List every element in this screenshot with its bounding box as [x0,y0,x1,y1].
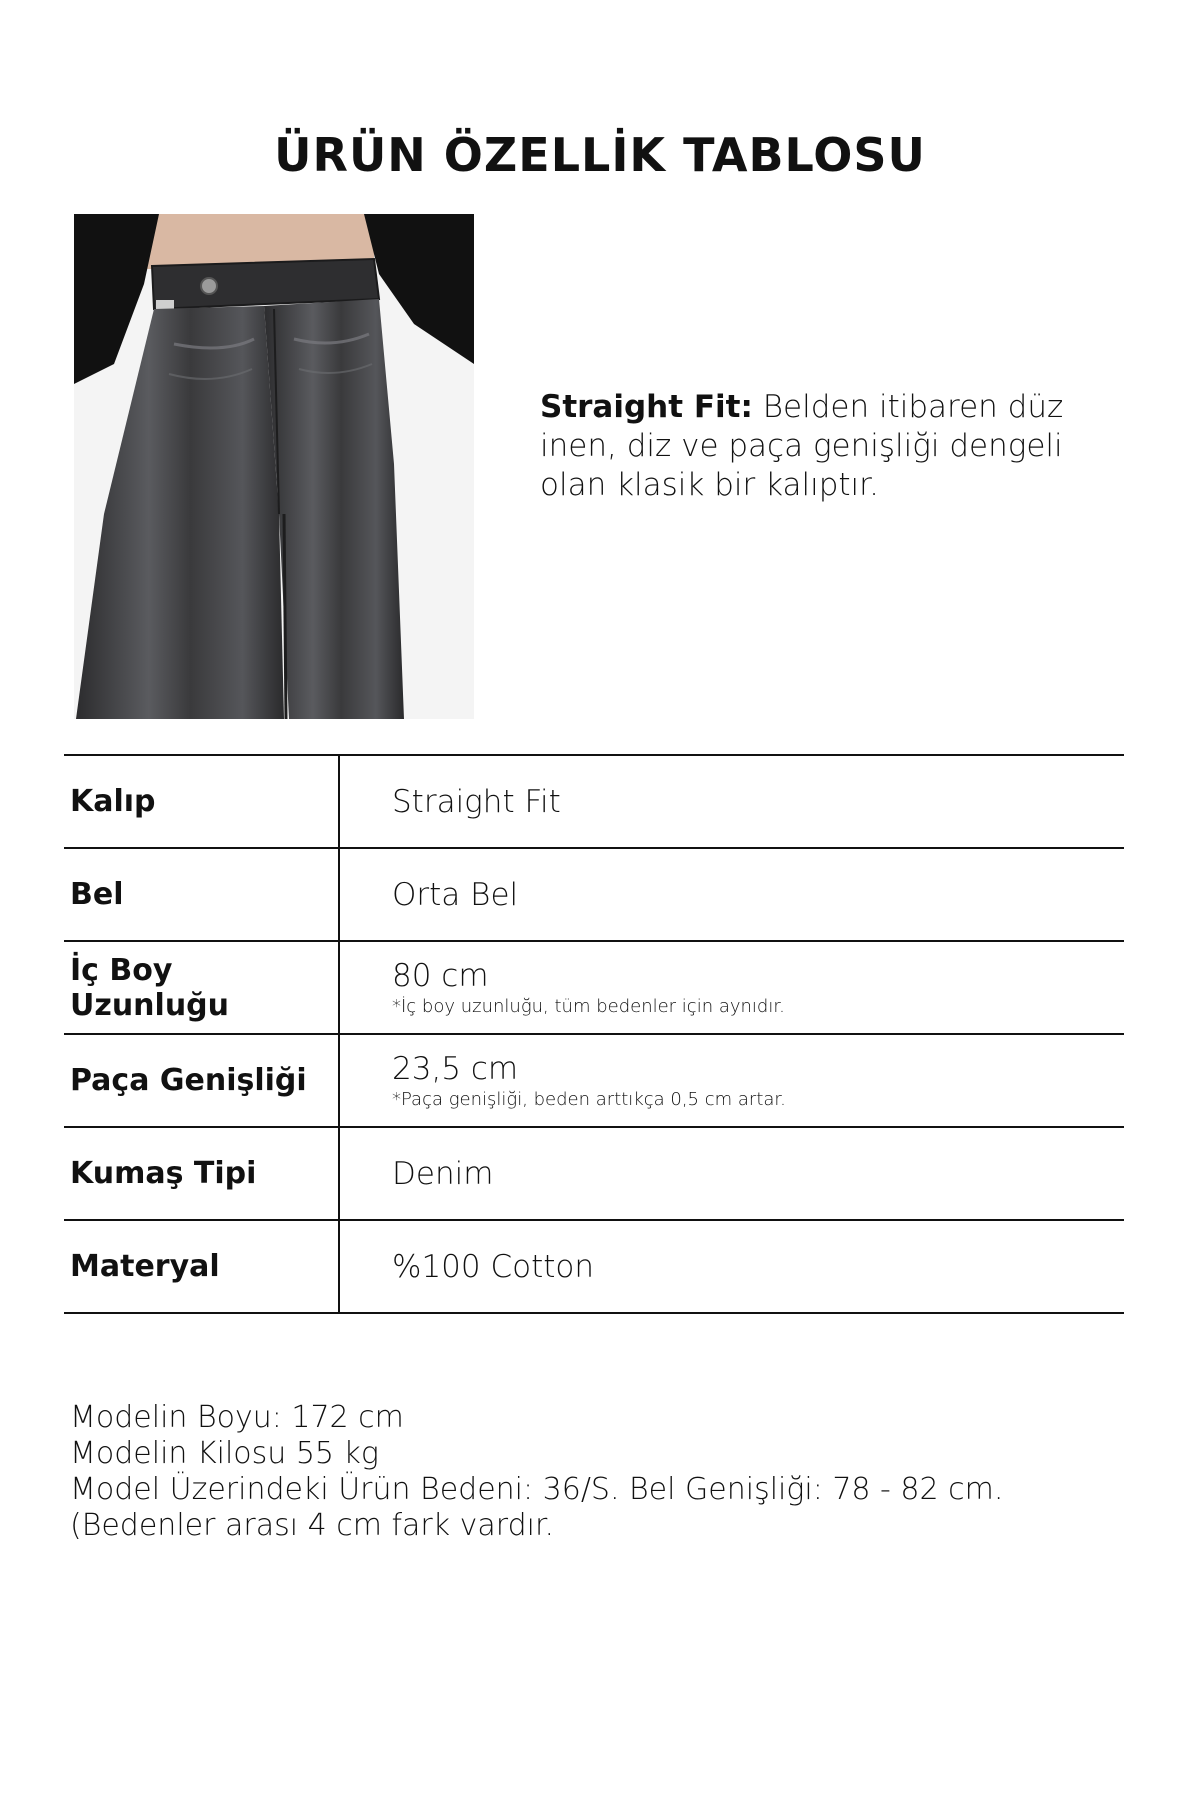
spec-label: Kumaş Tipi [64,1127,339,1220]
spec-label: İç Boy Uzunluğu [64,941,339,1034]
spec-value-cell [339,941,1124,1034]
product-photo [74,214,474,719]
spec-value-cell [339,1220,1124,1313]
spec-value-cell [339,755,1124,848]
spec-label: Bel [64,848,339,941]
jeans-illustration [74,214,474,719]
model-height: Modelin Boyu: 172 cm [70,1400,404,1435]
model-size: Model Üzerindeki Ürün Bedeni: 36/S. Bel Genişliği: 78 - 82 cm. (Bedenler arası 4 cm fark vardır. [70,1472,1004,1543]
spec-value-cell [339,1127,1124,1220]
spec-value: %100 Cotton [392,1248,595,1285]
spec-row-materyal [64,1220,1124,1313]
model-weight: Modelin Kilosu 55 kg [70,1436,379,1471]
spec-value-cell [339,848,1124,941]
spec-row-kumas [64,1127,1124,1220]
spec-label: Materyal [64,1220,339,1313]
spec-note: *İç boy uzunluğu, tüm bedenler için aynıdır. [392,995,785,1017]
spec-row-bel [64,848,1124,941]
spec-value: Denim [392,1155,494,1192]
spec-row-paca [64,1034,1124,1127]
spec-label: Kalıp [64,755,339,848]
page-title: ÜRÜN ÖZELLİK TABLOSU [274,128,926,182]
spec-value: 80 cm [392,957,489,994]
model-info [70,1400,1130,1544]
fit-description [540,388,1120,505]
spec-value-cell [339,1034,1124,1127]
fit-term: Straight Fit: [540,389,753,425]
spec-row-kalip [64,755,1124,848]
spec-row-ic-boy [64,941,1124,1034]
spec-note: *Paça genişliği, beden arttıkça 0,5 cm artar. [392,1088,786,1110]
fit-text: Belden itibaren düz inen, diz ve paça genişliği dengeli olan klasik bir kalıptır. [540,389,1064,503]
spec-value: Orta Bel [392,876,519,913]
spec-table [64,754,1124,1314]
button-icon [201,278,217,294]
spec-label: Paça Genişliği [64,1034,339,1127]
label-tag [156,300,174,310]
spec-value: Straight Fit [392,783,561,820]
spec-value: 23,5 cm [392,1050,519,1087]
